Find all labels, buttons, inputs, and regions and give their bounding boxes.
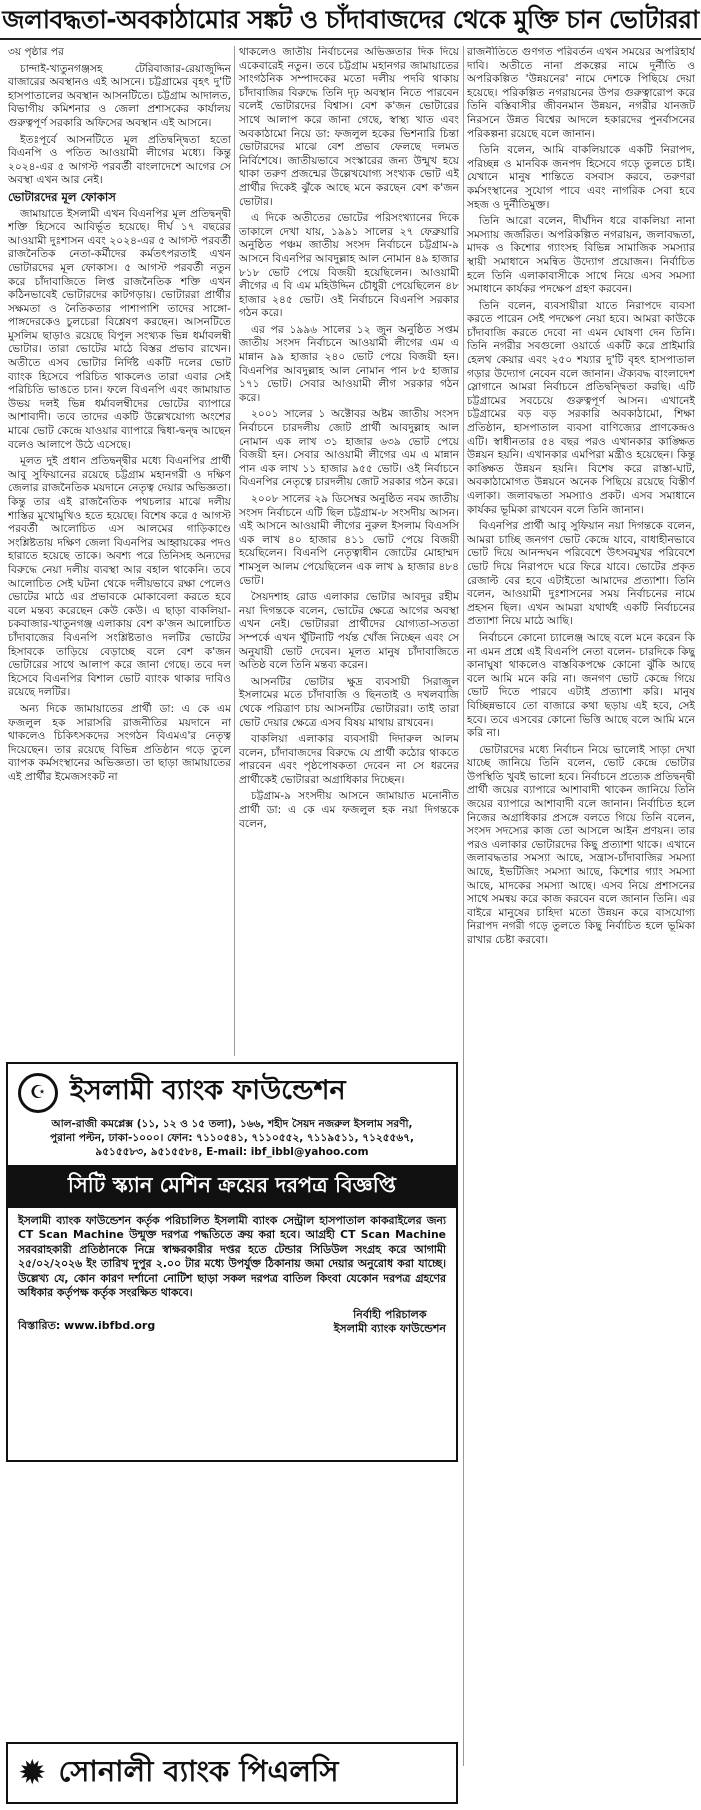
paragraph: চান্দাই-খাতুনগঞ্জসহ টেরিবাজার-রেয়াজুদ্দিন বাজারের অবস্থানও এই আসনে। চট্টগ্রামের বৃহৎ দু'টি হাসপাতালের অবস্থান আসনটিতে। চট্টগ্রাম আদালত, বিভাগীয় কমিশনার ও জেলা প্রশাসকের কার্যালয় গুরুত্বপূর্ণ সরকারি অফিসের অবস্থান এই আসনে। bbox=[8, 62, 231, 129]
article-column-3 bbox=[467, 46, 695, 1771]
signer-title: নির্বাহী পরিচালক bbox=[353, 1308, 427, 1322]
sonali-logo-icon: ✹ bbox=[18, 1753, 47, 1793]
paragraph: ভোটারদের মধ্যে নির্বাচন নিয়ে ভালোই সাড়া দেখা যাচ্ছে জানিয়ে তিনি বলেন, ভোট কেন্দ্রে ভোটার উপস্থিতি খুবই ভালো হবে। নির্বাচনে প্রত্যেক প্রতিদ্বন্দ্বী প্রার্থী জয়ের ব্যাপারে আশাবাদী থাকেন জানিয়ে তিনি জয়ের ব্যাপারে আশাবাদী বলে জানান। নির্বাচিত হলে নিজের অগ্রাধিকার প্রসঙ্গে বলতে গিয়ে তিনি বলেন, সংসদ সদস্যের কাজ তো আসলে আইন প্রণয়ন। তার পরও এলাকার ভোটারদের কিছু প্রত্যাশা থাকে। এখানে জলাবদ্ধতার সমস্যা আছে, সন্ত্রাস-চাঁদাবাজির সমস্যা আছে, ইভটিজিং সমস্যা আছে, কিশোর গ্যাং সমস্যা আছে, মাদকের সমস্যা আছে। এসব নিয়ে প্রশাসনের সাথে সমন্বয় করে কাজ করবেন বলে জানান তিনি। এর বাইরে মানুষের চাহিদা মতো উন্নয়ন করে বাসযোগ্য নিরাপদ নগরী গড়ে তুলতে কিছু নির্বাচিত হলে ভূমিকা রাখার চেষ্টা করবো। bbox=[467, 743, 695, 946]
paragraph: তিনি বলেন, আমি বাকলিয়াকে একটি নিরাপদ, পরিচ্ছন্ন ও মানবিক জনপদ হিসেবে গড়ে তুলতে চাই। যেখানে মানুষ শান্তিতে বসবাস করবে, তরুণরা কর্মসংস্থানের সুযোগ পাবে এবং নাগরিক সেবা হবে সহজ ও দুর্নীতিমুক্ত। bbox=[467, 144, 695, 211]
headline: জলাবদ্ধতা-অবকাঠামোর সঙ্কট ও চাঁদাবাজদের থেকে মুক্তি চান ভোটাররা bbox=[0, 0, 701, 40]
paragraph: ইতঃপূর্বে আসনটিতে মূল প্রতিদ্বন্দ্বিতা হতো বিএনপি ও পতিত আওয়ামী লীগের মধ্যে। কিন্তু ২০২৪-এর ৫ আগস্ট পরবর্তী বাংলাদেশে আগের সে অবস্থা এখন আর নেই। bbox=[8, 133, 231, 187]
signer-org: ইসলামী ব্যাংক ফাউন্ডেশন bbox=[333, 1322, 446, 1336]
paragraph: চট্টগ্রাম-৯ সংসদীয় আসনে জামায়াত মনোনীত প্রার্থী ডা: এ কে এম ফজলুল হক নয়া দিগন্তকে বলেন, bbox=[239, 790, 459, 830]
foundation-name: ইসলামী ব্যাংক ফাউন্ডেশন bbox=[70, 1075, 346, 1106]
column-rule bbox=[234, 46, 235, 1056]
article-column-2 bbox=[239, 46, 459, 1151]
foundation-address bbox=[8, 1117, 456, 1159]
paragraph: সৈয়দশাহ রোড এলাকার ভোটার আবদুর রহীম নয়া দিগন্তকে বলেন, ভোটের ক্ষেত্রে আগের অবস্থা এখন নেই। ভোটাররা প্রার্থীদের যোগ্যতা-সততা সম্পর্কে এখন খুঁটিনাটি পর্যন্ত খোঁজ নিচ্ছেন এবং সে অনুযায়ী ভোট দেবেন। মূলত মানুষ চাঁদাবাজিতে অতিষ্ঠ বলে তিনি মন্তব্য করেন। bbox=[239, 591, 459, 672]
paragraph: জামায়াতে ইসলামী এখন বিএনপির মূল প্রতিদ্বন্দ্বী শক্তি হিসেবে আবির্ভূত হয়েছে। দীর্ঘ ১৭ বছরের আওয়ামী দুঃশাসন এবং ২০২৪-এর ৫ আগস্ট পরবর্তী রাজনৈতিক নেতা-কর্মীদের কর্মতৎপরতাই এখন ভোটারদের মূল ফোকাস। ৫ আগস্ট পরবর্তী নতুন করে চাঁদাবাজিতে লিপ্ত রাজনৈতিক শক্তি এখন কঠিনভাবেই ভোটারদের কাটগড়ায়। ভোটাররা প্রার্থীর সক্ষমতা ও নৈতিকতার পাশাপাশি তাদের সাঙ্গো-পাঙ্গদেরকেও চুলচেরা বিশ্লেষণ করছেন। আসনটিতে মুসলিম ছাড়াও রয়েছে বিপুল সংখ্যক ভিন্ন ধর্মাবলম্বী ভোটার। তারা ভোটের মাঠে বিস্তর প্রভাব রাখেন। অতীতে এসব ভোটার নির্দিষ্ট একটি দলের ভোট ব্যাংক হিসেবে পরিচিত থাকলেও তারা এবার সেই পরিচিতি ভাঙতে চান। ফলে বিএনপি এবং জামায়াত উভয় দলই ভিন্ন ধর্মাবলম্বীদের ভোটের ব্যাপারে আশাবাদী। তবে তাদের একটি উল্লেখযোগ্য অংশের মাঝে ভোট কেন্দ্রে যাওয়ার ব্যাপারে দ্বিধা-দ্বন্দ্ব আছেন বলেও আলাপে উঠে এসেছে। bbox=[8, 207, 231, 451]
address-line: আল-রাজী কমপ্লেক্স (১১, ১২ ও ১৫ তলা), ১৬৬, শহীদ সৈয়দ নজরুল ইসলাম সরণী, bbox=[51, 1118, 413, 1130]
foundation-logo-icon: ☪ bbox=[18, 1073, 58, 1113]
subheading: ভোটারদের মূল ফোকাস bbox=[8, 189, 116, 204]
article-column-1 bbox=[8, 46, 231, 1056]
tender-title: সিটি স্ক্যান মেশিন ক্রয়ের দরপত্র বিজ্ঞপ্তি bbox=[8, 1165, 456, 1208]
paragraph: তিনি বলেন, ব্যবসায়ীরা যাতে নিরাপদে ব্যবসা করতে পারেন সেই পদক্ষেপ নেয়া হবে। আমরা কাউকে চাঁদাবাজি করতে দেবো না এমন ঘোষণা দেন তিনি। তিনি নগরীর সবগুলো ওয়ার্ডে একটি করে প্রাইমারি হেলথ কেয়ার এবং ২৫০ শয্যার দু'টি বৃহৎ হাসপাতাল গড়ার উদ্যোগ নেবেন বলে জানান। ঐক্যবদ্ধ বাংলাদেশ স্লোগানে আমরা নির্বাচনে প্রতিদ্বন্দ্বিতা করছি। এটি চট্টগ্রামের সবচেয়ে গুরুত্বপূর্ণ আসন। এখানেই চট্টগ্রামের বড় বড় সরকারি অবকাঠামো, শিক্ষা প্রতিষ্ঠান, হাসপাতাল ব্যবসা বাণিজ্যের প্রাণকেন্দ্রও এটি। স্বাধীনতার ৫৪ বছর পরও এখানকার কাঙ্ক্ষিত উন্নয়ন হয়নি। এখানকার এমপিরা মন্ত্রীও হয়েছেন। কিন্তু কাঙ্ক্ষিত উন্নয়ন হয়নি। বিশেষ করে রাস্তা-ঘাট, অবকাঠামোগত উন্নয়নে অনেক পিছিয়ে রয়েছে বিস্তীর্ণ এলাকা। জলাবদ্ধতা সমস্যাও প্রকট। এসব সমাধানে কার্যকর ভূমিকা রাখবেন বলে তিনি জানান। bbox=[467, 299, 695, 516]
ad-brand bbox=[8, 1064, 456, 1117]
paragraph: তিনি আরো বলেন, দীর্ঘদিন ধরে বাকলিয়া নানা সমস্যায় জর্জরিত। অপরিকল্পিত নগরায়ন, জলাবদ্ধতা, মাদক ও কিশোর গ্যাংসহ বিভিন্ন সামাজিক সমস্যার স্থায়ী সমাধানে সমন্বিত উদ্যোগ প্রয়োজন। নির্বাচিত হলে তিনি এলাকাবাসীকে সাথে নিয়ে এসব সমস্যা সমাধানে কার্যকর পদক্ষেপ গ্রহণ করবেন। bbox=[467, 215, 695, 296]
tender-body: ইসলামী ব্যাংক ফাউন্ডেশন কর্তৃক পরিচালিত ইসলামী ব্যাংক সেন্ট্রাল হাসপাতাল কাকরাইলের জন্য CT Scan Machine উন্মুক্ত দরপত্র পদ্ধতিতে ক্রয় করা হবে। আগ্রহী CT Scan Machine সরবরাহকারী প্রতিষ্ঠানকে নিম্নে স্বাক্ষরকারীর দপ্তর হতে টেন্ডার সিডিউল সংগ্রহ করে আগামী ২৫/০২/২০২৬ ইং তারিখ দুপুর ২.০০ টার মধ্যে উপর্যুক্ত ঠিকানায় জমা দেয়ার অনুরোধ করা যাচ্ছে। উল্লেখ্য যে, কোন কারণ দর্শানো নোটিশ ছাড়া সকল দরপত্র বাতিল কিংবা যেকোন দরপত্র গ্রহণের অধিকার কর্তৃপক্ষ কর্তৃক সংরক্ষিত থাকবে। bbox=[18, 1214, 446, 1300]
paragraph: মূলত দুই প্রধান প্রতিদ্বন্দ্বীর মধ্যে বিএনপির প্রার্থী আবু সুফিয়ানের রয়েছে চট্টগ্রাম মহানগরী ও দক্ষিণ জেলার রাজনৈতিক ময়দানে নেতৃত্ব দেয়ার অভিজ্ঞতা। কিন্তু তার এই রাজনৈতিক পথচলার মাঝে দলীয় শাস্তির মুখোমুখিও হতে হয়েছে। বিশেষ করে ৫ আগস্ট পরবর্তী আলোচিত এস আলমের গাড়িকাণ্ডে সংশ্লিষ্টতায় দক্ষিণ জেলা বিএনপির আহ্বায়কের পদও হারাতে হয়েছে তাকে। অবশ্য পরে তিনিসহ অন্যদের বিরুদ্ধে নেয়া দলীয় ব্যবস্থা আর বহাল থাকেনি। তবে আলোচিত সেই ঘটনা থেকে দলীয়ভাবে রক্ষা পেলেও ভোটের মাঠে এর প্রভাবকে মোকাবেলা করতে হবে বলে মন্তব্য করেছেন কেউ কেউ। এ ছাড়া বাকলিয়া-চকবাজার-খাতুনগঞ্জ এলাকায় বেশ ক'জন আলোচিত চাঁদাবাজের বিএনপি সংশ্লিষ্টতাও দলটির ভোটের হিসাবকে তাড়িয়ে বেড়াচ্ছে বলে বেশ ক'জন ভোটারের সাথে আলাপ করে জানা গেছে। তবে দল হিসেবে বিএনপির বিশাল ভোট ব্যাংক থাকার দাবিও রয়েছে দলটির। bbox=[8, 455, 231, 699]
sonali-bank-name: সোনালী ব্যাংক পিএলসি bbox=[58, 1753, 339, 1788]
signature-block bbox=[334, 1308, 446, 1336]
paragraph: বিএনপির প্রার্থী আবু সুফিয়ান নয়া দিগন্তকে বলেন, আমরা চাচ্ছি জনগণ ভোট কেন্দ্রে যাবে, বাধাহীনভাবে ভোট দিয়ে আনন্দঘন পরিবেশে উৎসবমুখর পরিবেশে ভোট দিয়ে নিরাপদে ঘরে ফিরে যাবে। ভোটের প্রকৃত রেজাল্ট বের হবে এটাইতো আমাদের প্রত্যাশা। তিনি বলেন, আওয়ামী দুঃশাসনের সময় নির্বাচনের নামে প্রহসন ছিল। এখন আমরা যথার্থই একটি নির্বাচনের প্রত্যাশা নিয়ে মাঠে আছি। bbox=[467, 520, 695, 628]
address-line: পুরানা পল্টন, ঢাকা-১০০০। ফোন: ৭১১০৫৪১, ৭১১০৫৫২, ৭১১৯৫১১, ৭১২৫৫৬৭, bbox=[49, 1132, 415, 1144]
paragraph: ২০০৮ সালের ২৯ ডিসেম্বর অনুষ্ঠিত নবম জাতীয় সংসদ নির্বাচনে এটি ছিল চট্টগ্রাম-৮ সংসদীয় আসন। এই আসনে আওয়ামী লীগের নুরুল ইসলাম বিএসসি এক লাখ ৪০ হাজার ৪১১ ভোট পেয়ে বিজয়ী হয়েছিলেন। বিএনপি নেতৃত্বাধীন জোটের মোহাম্মদ শামসুল আলম পেয়েছিলেন এক লাখ ৯ হাজার ৪৮৪ ভোট। bbox=[239, 493, 459, 587]
paragraph: অন্য দিকে জামায়াতের প্রার্থী ডা: এ কে এম ফজলুল হক সারাসরি রাজনীতির ময়দানে না থাকলেও চিকিৎসকদের সংগঠন বিএমএ'র নেতৃত্ব দিয়েছেন। তার রয়েছে বিভিন্ন প্রতিষ্ঠান গড়ে তুলে ব্যাপক কর্মসংস্থানের অভিজ্ঞতা। তা ছাড়া জামায়াতের এই প্রার্থীর ইমেজসংকট না bbox=[8, 702, 231, 783]
paragraph: রাজনীতিতে গুণগত পরিবর্তন এখন সময়ের অপরিহার্য দাবি। অতীতে নানা প্রকল্পের নামে দুর্নীতি ও অপরিকল্পিত 'উন্নয়নের' নামে দেশকে পিছিয়ে দেয়া হয়েছে। পরিকল্পিত নগরায়নের উপর গুরুত্বারোপ করে তিনি বস্তিবাসীর জীবনমান উন্নয়ন, নগরীর যানজট নিরসনে উন্নত বিশ্বের আদলে হকারদের পুনর্বাসনের পরিকল্পনা রয়েছে বলে জানান। bbox=[467, 46, 695, 140]
ad-footer bbox=[8, 1300, 456, 1336]
details-link[interactable]: বিস্তারিত: www.ibfbd.org bbox=[18, 1319, 156, 1333]
paragraph: বাকলিয়া এলাকার ব্যবসায়ী দিদারুল আলম বলেন, চাঁদাবাজদের বিরুদ্ধে যে প্রার্থী কঠোর থাকতে পারবেন এবং পৃষ্ঠপোষকতা দেবেন না সে ধরনের প্রার্থীকেই ভোটাররা অগ্রাধিকার দিচ্ছেন। bbox=[239, 733, 459, 786]
paragraph: ২০০১ সালের ১ অক্টোবর অষ্টম জাতীয় সংসদ নির্বাচনে চারদলীয় জোট প্রার্থী আবদুল্লাহ আল নোমান এক লাখ ৩১ হাজার ৬৩৯ ভোট পেয়ে বিজয়ী হন। সেবার আওয়ামী লীগের এম এ মান্নান পান এক লাখ ১১ হাজার ৯৫৫ ভোট। ওই নির্বাচনে বিএনপির নেতৃত্বে চারদলীয় জোট সরকার গঠন করে। bbox=[239, 408, 459, 489]
paragraph: এর পর ১৯৯৬ সালের ১২ জুন অনুষ্ঠিত সপ্তম জাতীয় সংসদ নির্বাচনে আওয়ামী লীগের এম এ মান্নান ৯৯ হাজার ২৪০ ভোট পেয়ে বিজয়ী হন। বিএনপির আবদুল্লাহ আল নোমান পান ৮৫ হাজার ১৭১ ভোট। সেবার আওয়ামী লীগ সরকার গঠন করে। bbox=[239, 323, 459, 404]
column-rule bbox=[463, 46, 464, 1766]
tender-advertisement bbox=[6, 1062, 458, 1462]
continued-label: ৩য় পৃষ্ঠার পর bbox=[8, 46, 64, 58]
paragraph: নির্বাচনে কোনো চ্যালেঞ্জ আছে বলে মনে করেন কি না এমন প্রশ্নে এই বিএনপি নেতা বলেন- চারদিকে কিছু কানাঘুষা থাকলেও বাস্তবিকপক্ষে কোনো ঝুঁকি আছে বলে আমি মনে করি না। জনগণ ভোট কেন্দ্রে গিয়ে ভোট দিতে পারবে এটাই প্রত্যাশা করি। মানুষ বিচ্ছিন্নভাবে তো বাজারে কথা ছড়ায় এই হবে, সেই হবে। তবে এসবের কোনো ভিত্তি আছে বলে আমি মনে করি না। bbox=[467, 631, 695, 740]
paragraph: আসনটির ভোটার ক্ষুদ্র ব্যবসায়ী সিরাজুল ইসলামের মতে চাঁদাবাজি ও ছিনতাই ও দখলবাজি থেকে পরিত্রাণ চায় আসনটির ভোটাররা। তাই তারা ভোট দেয়ার ক্ষেত্রে এসব বিষয় মাথায় রাখবেন। bbox=[239, 675, 459, 729]
paragraph: এ দিকে অতীতের ভোটের পরিসংখ্যানের দিকে তাকালে দেখা যায়, ১৯৯১ সালের ২৭ ফেব্রুয়ারি অনুষ্ঠিত পঞ্চম জাতীয় সংসদ নির্বাচনে চট্টগ্রাম-৯ আসনে বিএনপির আবদুল্লাহ আল নোমান ৪৯ হাজার ৮১৮ ভোট পেয়ে বিজয়ী হয়েছিলেন। আওয়ামী লীগের এ বি এম মহিউদ্দিন চৌধুরী পেয়েছিলেন ৪৮ হাজার ২৪৫ ভোট। ওই নির্বাচনে বিএনপি সরকার গঠন করে। bbox=[239, 212, 459, 320]
paragraph: থাকলেও জাতীয় নির্বাচনের অভিজ্ঞতার দিক দিয়ে একেবারেই নতুন। তবে চট্টগ্রাম মহানগর জামায়াতের সাংগঠনিক সম্পাদকের মতো দলীয় পদবি থাকায় চাঁদাবাজির বিরুদ্ধে তিনি দৃঢ় অবস্থান নিতে পারবেন বলেই ভোটারদের বিশ্বাস। বেশ ক'জন ভোটারের সাথে আলাপ করে জানা গেছে, স্বাস্থ্য খাত এবং অবকাঠামো নিয়ে ডা: ফজলুল হকের ভিশনারি চিন্তা ভোটারদের মাঝে বেশ প্রভাব ফেলছে দলমত নির্বিশেষে। জাতীয়ভাবে সংস্কারের জন্য উন্মুখ হয়ে থাকা তরুণ প্রজন্মের উল্লেখযোগ্য সংখ্যক ভোট এই প্রার্থীর দিকেই ঝুঁকে আছে মনে করছেন বেশ ক'জন ভোটার। bbox=[239, 46, 459, 208]
address-line: ৯৫১৫৫৮৩, ৯৫১৫৫৮৪, E-mail: ibf_ibbl@yahoo.com bbox=[95, 1146, 369, 1158]
sonali-bank-ad bbox=[6, 1742, 458, 1804]
